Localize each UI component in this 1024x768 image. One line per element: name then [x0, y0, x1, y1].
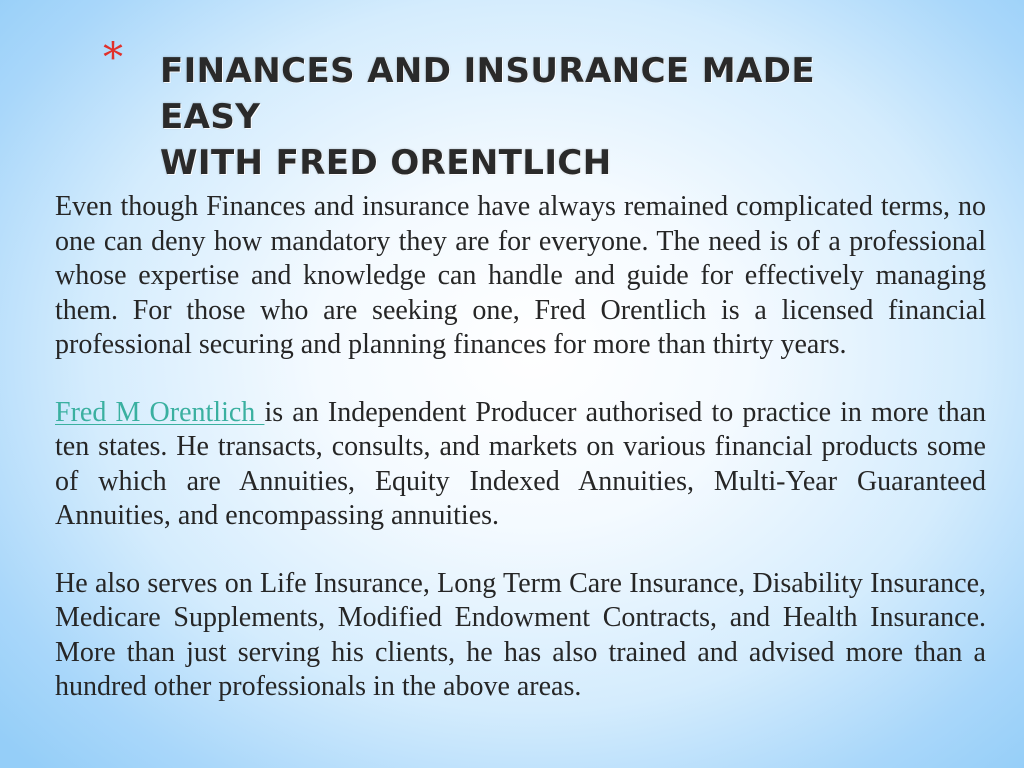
- slide-title-line-2: WITH FRED ORENTLICH: [160, 143, 612, 183]
- paragraph-producer: [55, 396, 986, 534]
- slide-title: [160, 48, 920, 186]
- fred-orentlich-link[interactable]: Fred M Orentlich: [55, 396, 265, 428]
- paragraph-services: He also serves on Life Insurance, Long Term Care Insurance, Disability Insurance, Medicare Supplements, Modified Endowment Contracts, and Health Insurance. More than just serving his clients, he has also trained and advised more than a hundred other professionals in the above areas.: [55, 567, 986, 702]
- paragraph-producer-text: is an Independent Producer authorised to practice in more than ten states. He transacts, consults, and markets on various financial products some of which are Annuities, Equity Indexed Annuities, Multi-Year Guaranteed Annuities, and encompassing annuities.: [55, 396, 986, 531]
- slide-body: [55, 190, 986, 705]
- paragraph-intro: Even though Finances and insurance have always remained complicated terms, no one can deny how mandatory they are for everyone. The need is of a professional whose expertise and knowledge can handle and guide for effectively managing them. For those who are seeking one, Fred Orentlich is a licensed financial professional securing and planning finances for more than thirty years.: [55, 191, 986, 360]
- slide-title-line-1: FINANCES AND INSURANCE MADE EASY: [160, 51, 815, 137]
- title-bullet-star: *: [103, 35, 123, 81]
